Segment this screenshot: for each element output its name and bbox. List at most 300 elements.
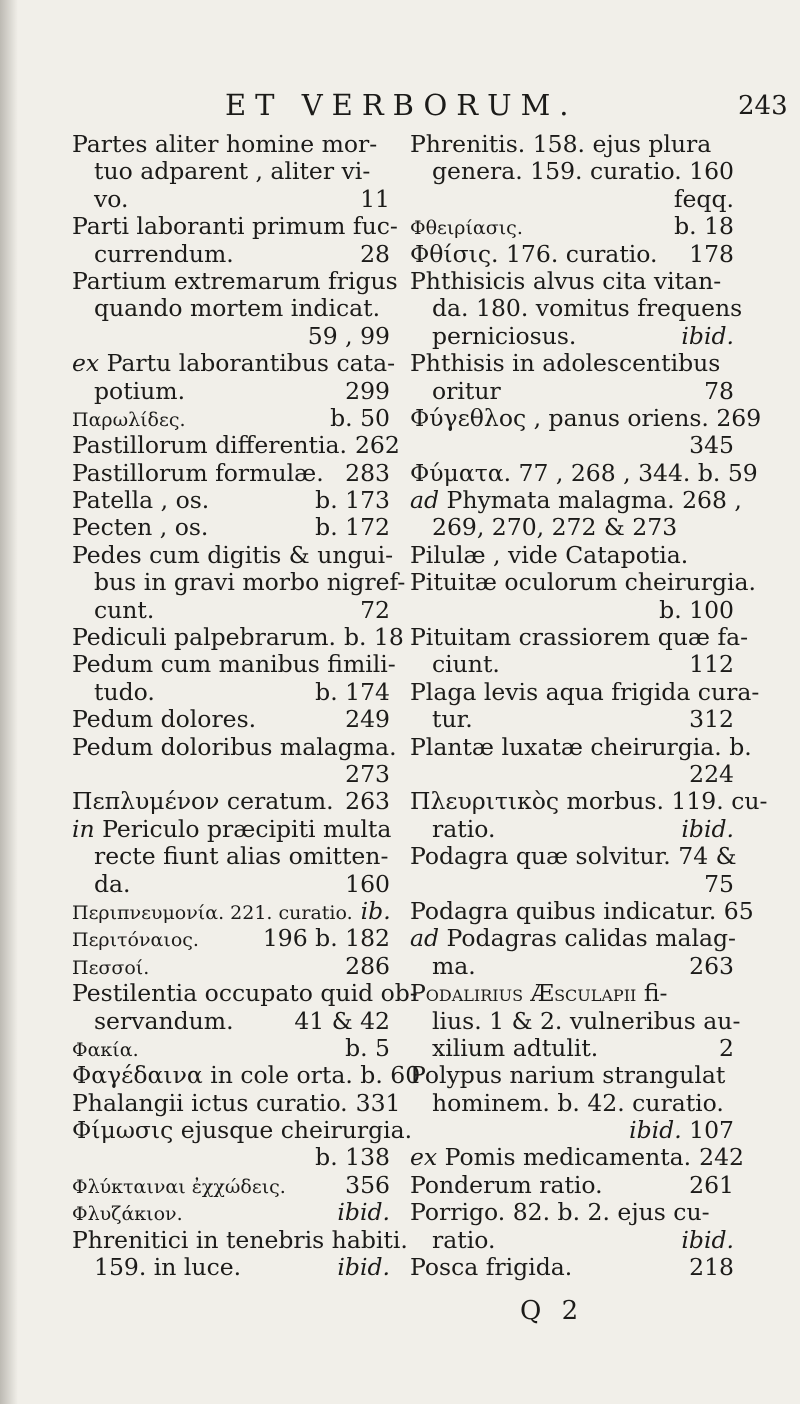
entry-term: Φύματα. 77 , 268 , 344. b. 59 (410, 458, 758, 487)
entry-text (432, 378, 501, 405)
entry-line (410, 1143, 745, 1172)
entry-term: Φλύκταιναι ἐχχώδεις. (72, 1175, 286, 1198)
entry-text (94, 241, 234, 268)
entry-line (72, 1061, 421, 1090)
entry-term: Φίμωσις ejusque cheirurgia. (72, 1116, 413, 1145)
entry-term: Pestilentia occupato quid ob- (72, 979, 418, 1008)
running-header (0, 88, 800, 128)
entry-term: Pastillorum differentia. (72, 431, 347, 460)
entry-term: Partu laborantibus cata- (106, 349, 396, 378)
entry-line (410, 732, 752, 761)
page-reference (356, 1090, 401, 1117)
entry-term: Pedum cum manibus fimili- (72, 650, 396, 679)
entry-text (72, 267, 398, 295)
page-reference: b. 100 (659, 595, 734, 624)
entry-text (72, 1172, 286, 1199)
page-reference (345, 788, 390, 815)
index-entry (72, 431, 400, 460)
page-reference (337, 1199, 390, 1226)
entry-line (410, 458, 758, 487)
page-reference (360, 597, 390, 624)
entry-line (72, 266, 398, 295)
entry-line (410, 350, 734, 377)
entry-term: Pituitam crassiorem quæ fa- (410, 623, 749, 652)
entry-line (72, 1225, 408, 1254)
entry-text (94, 842, 388, 870)
entry-term: tudo. (94, 677, 155, 706)
entry-term: Podagra quibus indicatur. 65 (410, 896, 754, 925)
entry-term: Podagra quæ solvitur. 74 & (410, 842, 737, 871)
page-reference (629, 1117, 734, 1144)
entry-line (410, 1090, 734, 1117)
entry-text (72, 514, 208, 541)
page-number-ref: 261 (689, 1170, 734, 1199)
entry-term: Πεσσοί. (72, 956, 150, 979)
entry-text (410, 459, 758, 487)
page-number-ref: 331 (355, 1088, 401, 1117)
entry-text (94, 378, 185, 405)
entry-text (94, 597, 154, 624)
entry-line (72, 1199, 390, 1226)
entry-line (72, 732, 397, 761)
entry-text (72, 898, 353, 925)
entry-term: genera. 159. curatio. 160 (432, 157, 735, 186)
entry-term: da. (94, 869, 131, 898)
running-head-title: ET VERBORUM. (225, 88, 578, 122)
index-entry (410, 677, 760, 734)
entry-text (410, 1254, 572, 1281)
entry-line (72, 679, 390, 706)
page-reference (674, 213, 734, 240)
entry-line (72, 898, 390, 925)
entry-text (94, 1008, 234, 1035)
entry-term: Plantæ luxatæ cheirurgia. b. (410, 732, 752, 761)
entry-term: currendum. (94, 239, 234, 268)
index-entry (72, 898, 390, 925)
entry-line (410, 1172, 734, 1199)
index-entry (72, 1199, 390, 1226)
index-entry (72, 1061, 421, 1090)
entry-text (72, 925, 199, 952)
entry-line (72, 568, 406, 597)
entry-term: Podagras calidas malag- (446, 924, 737, 953)
page-number-ref: 196 b. 182 (262, 924, 390, 953)
entry-line (410, 131, 734, 158)
entry-text (432, 294, 742, 322)
entry-text (410, 267, 721, 295)
index-entry (410, 924, 737, 980)
index-entry (72, 650, 396, 706)
entry-line (72, 761, 390, 788)
entry-line (72, 1035, 390, 1062)
page-reference: 224 (689, 759, 734, 788)
entry-text (72, 487, 209, 514)
entry-text (72, 1199, 183, 1226)
page-number-ref: 41 & 42 (294, 1006, 390, 1035)
index-entry (72, 212, 398, 268)
ibid-reference: ibid. (629, 1116, 682, 1145)
entry-line (72, 131, 390, 158)
entry-line (72, 1172, 390, 1199)
index-entry (72, 540, 406, 624)
entry-term: tuo adparent , aliter vi- (94, 157, 371, 186)
entry-term: Φλυζάκιον. (72, 1203, 183, 1226)
page-reference: 59 , 99 (307, 321, 390, 350)
entry-line (410, 1062, 734, 1089)
entry-text (72, 706, 256, 733)
page-reference (681, 1227, 734, 1254)
entry-text (410, 787, 767, 815)
page-number-ref: 249 (345, 705, 390, 734)
entry-term: Partium extremarum frigus (72, 266, 398, 295)
entry-term: Pedum doloribus malagma. (72, 732, 397, 761)
entry-line (72, 1008, 390, 1035)
entry-line (410, 623, 749, 652)
entry-term: Φθειρίασις. (410, 217, 523, 240)
page-reference: b. 138 (315, 1143, 390, 1172)
entry-line (410, 896, 754, 925)
entry-line (72, 1088, 401, 1117)
index-entry (410, 1172, 734, 1199)
index-entry (410, 568, 757, 624)
page-reference (689, 241, 734, 268)
index-entry (72, 514, 390, 541)
page-reference: feqq. (673, 184, 734, 213)
entry-text (432, 157, 734, 185)
entry-line (72, 158, 390, 185)
page-number-ref: 262 (354, 431, 400, 460)
entry-text (72, 1116, 412, 1144)
entry-term: Περιπνευμονία. 221. curatio. (72, 901, 353, 924)
page-reference: 75 (704, 869, 734, 898)
entry-term: Pecten , os. (72, 513, 209, 542)
page-number-ref: 160 (345, 869, 390, 898)
index-entry (410, 458, 758, 487)
entry-term: ma. (432, 951, 476, 980)
entry-line (410, 186, 734, 213)
index-entry (410, 1062, 734, 1144)
page-reference (681, 816, 734, 843)
entry-line (410, 1254, 734, 1281)
entry-text (410, 678, 759, 706)
entry-text (72, 405, 186, 432)
index-entry (410, 213, 734, 240)
entry-text (432, 1227, 495, 1254)
page-reference (345, 460, 390, 487)
entry-term: lius. 1 & 2. vulneribus au- (432, 1006, 741, 1035)
entry-term: Πλευριτικὸς morbus. 119. cu- (410, 787, 768, 816)
entry-term: Plaga levis aqua frigida cura- (410, 677, 760, 706)
entry-preposition: ex (72, 349, 107, 378)
entry-term: cunt. (94, 595, 155, 624)
page-reference (681, 323, 734, 350)
index-entry (72, 953, 390, 980)
index-entry (410, 241, 734, 268)
index-entry (410, 623, 749, 679)
page-reference (315, 679, 390, 706)
entry-term: Partes aliter homine mor- (72, 130, 378, 158)
entry-text (72, 650, 396, 678)
entry-line (410, 486, 742, 515)
entry-text (432, 953, 476, 980)
page-number-ref: b. 18 (674, 212, 734, 241)
entry-term: Pedes cum digitis & ungui- (72, 540, 394, 569)
page-number-ref: 107 (681, 1116, 734, 1145)
entry-line (72, 979, 418, 1008)
entry-line (410, 871, 734, 898)
page-number-ref: b. 50 (330, 403, 390, 432)
entry-text (410, 241, 657, 268)
entry-text (72, 1090, 348, 1117)
entry-text (94, 157, 370, 185)
entry-line (72, 431, 400, 460)
page-reference (689, 1254, 734, 1281)
signature-mark: Q 2 (520, 1296, 585, 1326)
entry-line (72, 405, 390, 432)
entry-line (410, 432, 734, 459)
page-reference (263, 925, 390, 952)
index-entry (72, 1225, 408, 1282)
entry-text (410, 1061, 725, 1089)
entry-text (72, 624, 336, 651)
entry-text (432, 816, 495, 843)
entry-line (72, 212, 398, 241)
entry-line (72, 378, 390, 405)
page-reference (337, 1254, 390, 1281)
entry-term: Pilulæ , vide Catapotia. (410, 540, 689, 569)
entry-term: Phthisis in adolescentibus (410, 349, 721, 378)
page-reference (689, 953, 734, 980)
page-number-ref: 2 (719, 1033, 734, 1062)
entry-line (410, 953, 734, 980)
page-number-ref: 11 (360, 184, 390, 213)
index-entry (72, 1116, 413, 1172)
entry-line (410, 1117, 734, 1144)
entry-text (410, 1144, 691, 1171)
entry-term: Φύγεθλος , panus oriens. 269 (410, 403, 762, 432)
page-number-ref: b. 173 (315, 486, 390, 515)
entry-line (410, 816, 734, 843)
index-entry (410, 542, 734, 569)
entry-text (410, 486, 742, 514)
entry-line (410, 268, 734, 295)
page-reference (345, 1035, 390, 1062)
entry-line (410, 213, 734, 240)
entry-term: ciunt. (432, 650, 500, 679)
page-gutter-shadow (0, 0, 18, 1404)
entry-term: xilium adtulit. (432, 1033, 599, 1062)
ibid-reference: ibid. (681, 321, 734, 350)
entry-term: Phrenitici in tenebris habiti. (72, 1225, 408, 1254)
page-number-ref: 312 (689, 705, 734, 734)
entry-term: Porrigo. 82. b. 2. ejus cu- (410, 1198, 710, 1227)
entry-line (72, 487, 390, 514)
index-entry (72, 349, 396, 405)
entry-term: 159. in luce. (94, 1253, 242, 1282)
page-reference (704, 378, 734, 405)
entry-text (410, 623, 748, 651)
entry-text (432, 1035, 598, 1062)
entry-line (410, 241, 734, 268)
entry-text (94, 186, 128, 213)
entry-line (410, 403, 762, 432)
index-entry (72, 266, 398, 350)
entry-text (410, 733, 752, 761)
page-reference (355, 432, 400, 459)
entry-term: Pastillorum formulæ. (72, 458, 324, 487)
entry-text (410, 349, 720, 377)
entry-line (72, 623, 404, 652)
entry-line (410, 651, 734, 678)
entry-preposition: ex (410, 1143, 445, 1172)
index-entry (410, 486, 742, 542)
ibid-reference: ibid. (337, 1253, 390, 1282)
entry-line (410, 294, 743, 323)
entry-text (72, 541, 393, 569)
index-entry (410, 979, 741, 1062)
entry-text (432, 1089, 724, 1117)
entry-term: bus in gravi morbo nigref- (94, 568, 406, 597)
entry-text (72, 979, 418, 1007)
entry-text (72, 212, 398, 240)
entry-line (72, 816, 390, 843)
entry-text (72, 349, 395, 377)
page-number-ref: b. 174 (315, 677, 390, 706)
entry-text (72, 432, 347, 459)
entry-text (432, 651, 500, 678)
entry-text (410, 979, 667, 1007)
page-number-ref: b. 5 (345, 1033, 390, 1062)
entry-line (72, 925, 390, 952)
entry-text (72, 953, 149, 980)
entry-line (410, 514, 734, 541)
index-entry (72, 623, 404, 652)
page-reference (294, 1008, 390, 1035)
entry-line (410, 1035, 734, 1062)
entry-text (432, 323, 576, 350)
entry-term: perniciosus. (432, 321, 577, 350)
entry-term: Phthisicis alvus cita vitan- (410, 266, 722, 295)
index-entry (72, 1172, 390, 1199)
ibid-reference: ibid. (681, 1225, 734, 1254)
entry-line (410, 568, 757, 597)
entry-text (410, 404, 761, 432)
entry-term: quando mortem indicat. (94, 294, 381, 323)
page-reference (699, 1144, 744, 1171)
ibid-reference: ibid. (337, 1198, 390, 1227)
entry-text (410, 213, 523, 240)
entry-line (410, 323, 734, 350)
page-number-ref: 299 (345, 376, 390, 405)
entry-line (72, 514, 390, 541)
page-reference (345, 871, 390, 898)
ibid-reference: ibid. (681, 814, 734, 843)
entry-term: Pediculi palpebrarum. (72, 623, 336, 652)
entry-text (72, 130, 377, 158)
index-entry (410, 732, 752, 789)
page-reference: 273 (345, 759, 390, 788)
entry-term: Phymata malagma. 268 , (446, 486, 742, 515)
page-reference (360, 241, 390, 268)
entry-line (72, 1116, 413, 1145)
entry-term: ratio. (432, 1225, 496, 1254)
entry-text (410, 842, 737, 870)
index-entry (72, 487, 390, 514)
page-reference (345, 953, 390, 980)
page-reference (689, 651, 734, 678)
page-number-ref: b. 18 (343, 623, 404, 652)
page-number-ref: 283 (345, 458, 390, 487)
entry-term: Φαγέδαινα in cole orta. b. 60 (72, 1061, 421, 1090)
entry-text (94, 568, 405, 596)
index-entry (72, 925, 390, 952)
entry-text (94, 1254, 241, 1281)
entry-line (410, 924, 737, 953)
entry-term: potium. (94, 376, 186, 405)
index-entry (410, 787, 768, 843)
entry-line (72, 871, 390, 898)
page-reference (344, 624, 404, 651)
entry-line (410, 677, 760, 706)
index-entry (410, 1143, 745, 1172)
entry-term: vo. (94, 184, 129, 213)
entry-line (72, 241, 390, 268)
entry-term: recte fiunt alias omitten- (94, 842, 389, 871)
entry-term: Pedum dolores. (72, 705, 257, 734)
entry-line (410, 1199, 734, 1226)
entry-term: Polypus narium strangulat (410, 1061, 726, 1090)
page-number-ref: 28 (360, 239, 390, 268)
entry-text (72, 460, 324, 487)
entry-text (72, 1226, 408, 1254)
page-reference (315, 487, 390, 514)
index-entry (410, 842, 737, 898)
page-reference (689, 706, 734, 733)
ibid-reference: ib. (360, 896, 391, 925)
entry-term: Pomis medicamenta. (444, 1143, 692, 1172)
page-reference (345, 706, 390, 733)
entry-text (410, 130, 711, 158)
entry-line (72, 597, 390, 624)
index-entry (410, 1254, 734, 1281)
entry-term: Periculo præcipiti multa (102, 814, 392, 843)
entry-text (410, 1172, 603, 1199)
entry-preposition: in (72, 814, 103, 843)
entry-line (410, 706, 734, 733)
entry-term: servandum. (94, 1006, 234, 1035)
index-entry (410, 896, 754, 925)
entry-line (410, 597, 734, 624)
entry-term: Patella , os. (72, 486, 210, 515)
index-entry (72, 979, 418, 1035)
page-reference (360, 186, 390, 213)
entry-line (410, 842, 737, 871)
entry-term: tur. (432, 705, 473, 734)
entry-term: ratio. (432, 814, 496, 843)
entry-line (72, 460, 390, 487)
entry-term: Posca frigida. (410, 1253, 573, 1282)
entry-line (410, 378, 734, 405)
entry-line (410, 158, 734, 185)
entry-text (94, 871, 131, 898)
entry-term: hominem. b. 42. curatio. (432, 1088, 724, 1117)
page-number-ref: b. 172 (315, 513, 390, 542)
page-number-ref: 218 (689, 1253, 734, 1282)
entry-line (72, 349, 396, 378)
index-entry (410, 1199, 734, 1254)
entry-term: da. 180. vomitus frequens (432, 294, 743, 323)
index-entry (410, 403, 762, 460)
